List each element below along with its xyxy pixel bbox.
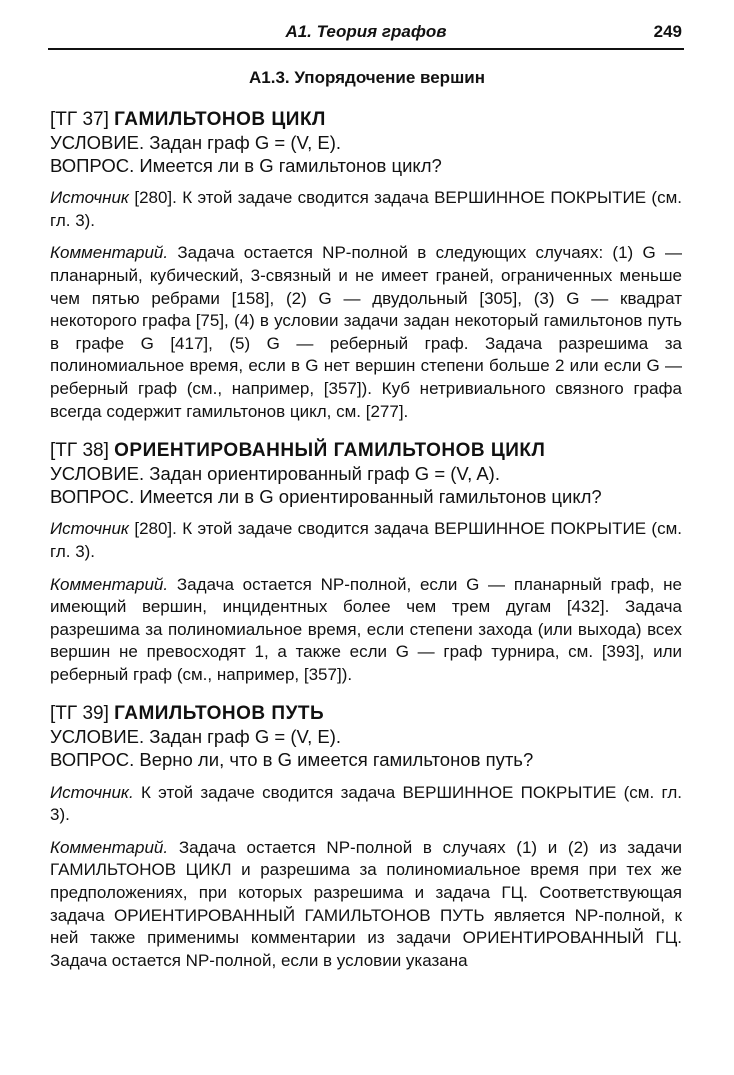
problem-source: [50, 518, 682, 563]
comment-label: Комментарий.: [50, 574, 169, 594]
problem-comment: [50, 574, 682, 687]
running-title: А1. Теория графов: [285, 22, 447, 41]
problem-heading: [50, 108, 682, 132]
source-text: [280]. К этой задаче сводится задача ВЕРШИННОЕ ПОКРЫТИЕ (см. гл. 3).: [50, 188, 682, 230]
problem-tg39: [50, 702, 682, 972]
problem-source: [50, 187, 682, 232]
problem-question: ВОПРОС. Имеется ли в G гамильтонов цикл?: [50, 154, 442, 176]
page-body: [50, 108, 682, 988]
problem-question: ВОПРОС. Имеется ли в G ориентированный гамильтонов цикл?: [50, 485, 602, 507]
comment-text: Задача остается NP-полной в следующих случаях: (1) G — планарный, кубический, 3-связный и не имеет граней, ограниченных меньше чем пятью ребрами [158], (2) G — двудольный [305], (3) G — квадрат некоторого графа [75], (4) в условии задачи задан некоторый гамильтонов путь в графе G [417], (5) G — реберный граф. Задача разрешима за полиномиальное время, если в G нет вершин степени больше 2 или если G — реберный граф (см., например, [357]). Куб нетривиального связного графа всегда содержит гамильтонов цикл, см. [277].: [50, 243, 682, 421]
source-text: [280]. К этой задаче сводится задача ВЕРШИННОЕ ПОКРЫТИЕ (см. гл. 3).: [50, 519, 682, 561]
source-label: Источник: [50, 519, 129, 539]
problem-heading: [50, 439, 682, 463]
problem-heading: [50, 702, 682, 726]
problem-comment: [50, 837, 682, 973]
problem-name: ГАМИЛЬТОНОВ ЦИКЛ: [114, 109, 326, 130]
problem-code: [ТГ 37]: [50, 109, 109, 130]
problem-name: ГАМИЛЬТОНОВ ПУТЬ: [114, 703, 325, 725]
section-title: А1.3. Упорядочение вершин: [249, 68, 485, 87]
comment-label: Комментарий.: [50, 243, 169, 263]
problem-code: [ТГ 39]: [50, 703, 109, 725]
problem-tg38: [50, 439, 682, 686]
problem-question: ВОПРОС. Верно ли, что в G имеется гамильтонов путь?: [50, 749, 534, 771]
problem-condition: УСЛОВИЕ. Задан ориентированный граф G = (V, A).: [50, 463, 500, 485]
problem-code: [ТГ 38]: [50, 440, 109, 462]
problem-condition: УСЛОВИЕ. Задан граф G = (V, E).: [50, 726, 342, 748]
source-text: К этой задаче сводится задача ВЕРШИННОЕ ПОКРЫТИЕ (см. гл. 3).: [50, 782, 682, 825]
comment-text: Задача остается NP-полной, если G — планарный граф, не имеющий вершин, инцидентных более чем трем дугам [432]. Задача разрешима за полиномиальное время, если степени захода (или выхода) всех вершин не превосходят 1, а также если G — граф турнира, см. [393], или реберный граф (см., например, [357]).: [50, 574, 682, 684]
page-number: 249: [653, 22, 682, 41]
running-header: [48, 14, 684, 50]
source-label: Источник.: [50, 782, 134, 802]
problem-name: ОРИЕНТИРОВАННЫЙ ГАМИЛЬТОНОВ ЦИКЛ: [114, 440, 546, 462]
problem-comment: [50, 242, 682, 423]
problem-tg37: [50, 108, 682, 423]
comment-label: Комментарий.: [50, 837, 169, 857]
problem-source: [50, 782, 682, 827]
problem-condition: УСЛОВИЕ. Задан граф G = (V, E).: [50, 132, 342, 153]
source-label: Источник: [50, 188, 129, 208]
comment-text: Задача остается NP-полной в случаях (1) и (2) из задачи ГАМИЛЬТОНОВ ЦИКЛ и разрешима за полиномиальное время при тех же предположениях, при которых разрешима и задача ГЦ. Соответствующая задача ОРИЕНТИРОВАННЫЙ ГАМИЛЬТОНОВ ПУТЬ является NP-полной, к ней также применимы комментарии из задачи ОРИЕНТИРОВАННЫЙ ГЦ. Задача остается NP-полной, если в условии указана: [50, 837, 682, 970]
